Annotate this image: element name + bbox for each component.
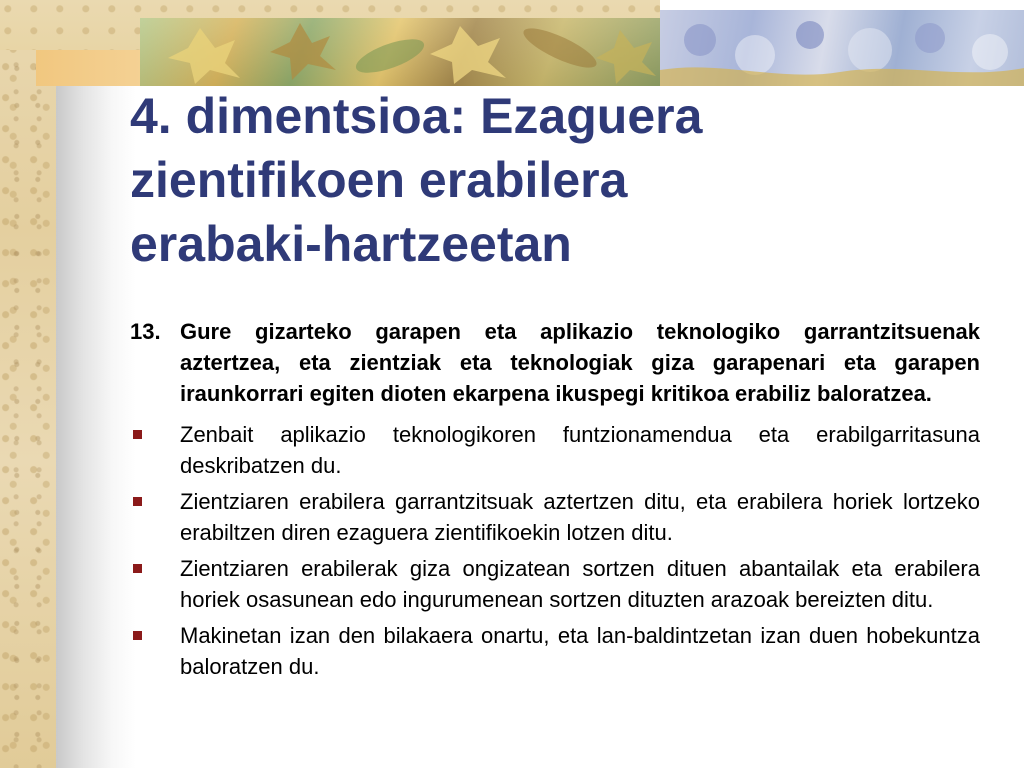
- list-item: [130, 620, 980, 682]
- parchment-texture-strip: [0, 0, 56, 768]
- square-bullet-icon: [133, 430, 142, 439]
- slide-title-line: erabaki-hartzeetan: [130, 216, 572, 272]
- slide-title-line: 4. dimentsioa: Ezaguera: [130, 88, 703, 144]
- square-bullet-icon: [133, 631, 142, 640]
- slide-title-line: zientifikoen erabilera: [130, 152, 628, 208]
- slide-title: [130, 84, 990, 276]
- blue-flowers-image: [660, 10, 1024, 86]
- criterion-number: 13.: [130, 319, 161, 344]
- slide-body: [130, 316, 980, 687]
- criterion-intro: [130, 316, 980, 409]
- list-item: [130, 553, 980, 615]
- page-fold-shadow: [56, 0, 136, 768]
- list-item-text: Zientziaren erabilerak giza ongizatean sortzen dituen abantailak eta erabilera horiek osasunean edo ingurumenean sortzen dituzten arazoak bereizten ditu.: [180, 556, 980, 612]
- list-item: [130, 419, 980, 481]
- list-item-text: Makinetan izan den bilakaera onartu, eta lan-baldintzetan izan duen hobekuntza baloratzen du.: [180, 623, 980, 679]
- autumn-leaves-image: [140, 18, 660, 86]
- square-bullet-icon: [133, 497, 142, 506]
- list-item-text: Zientziaren erabilera garrantzitsuak aztertzen ditu, eta erabilera horiek lortzeko erabiltzen diren ezaguera zientifikoekin lotzen ditu.: [180, 489, 980, 545]
- square-bullet-icon: [133, 564, 142, 573]
- criterion-text: Gure gizarteko garapen eta aplikazio teknologiko garrantzitsuenak aztertzea, eta zientziak eta teknologiak giza garapenari eta garapen iraunkorrari egiten dioten ekarpena ikuspegi kritikoa erabiliz baloratzea.: [180, 319, 980, 406]
- list-item-text: Zenbait aplikazio teknologikoren funtzionamendua eta erabilgarritasuna deskribatzen du.: [180, 422, 980, 478]
- indicator-list: [130, 419, 980, 682]
- list-item: [130, 486, 980, 548]
